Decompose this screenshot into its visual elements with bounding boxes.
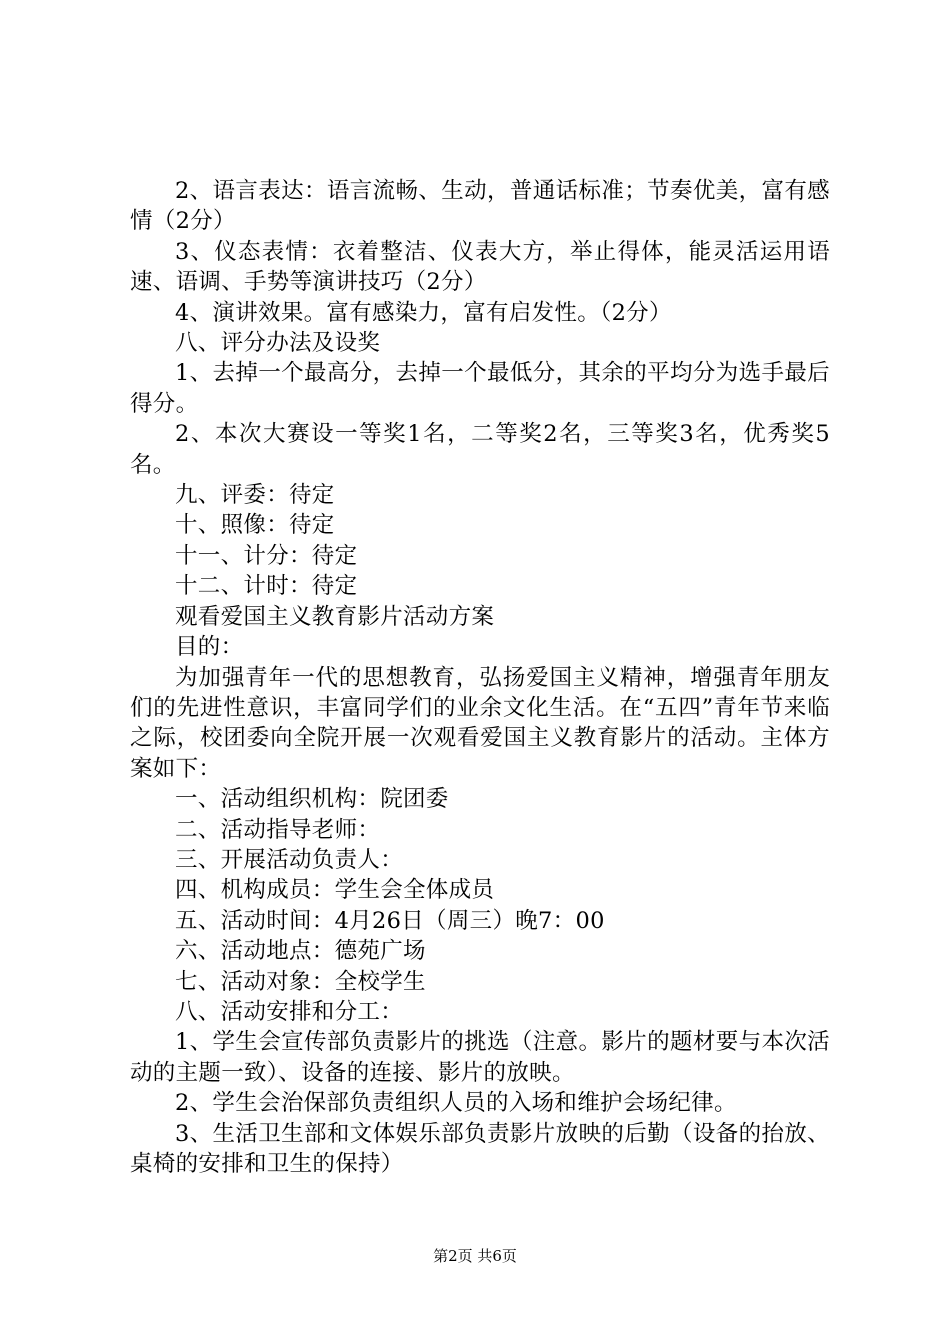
document-body [130, 176, 830, 1179]
paragraph: 3、生活卫生部和文体娱乐部负责影片放映的后勤（设备的抬放、桌椅的安排和卫生的保持） [130, 1120, 830, 1177]
section-heading: 五、活动时间：4月26日（周三）晚7：00 [175, 907, 605, 934]
section-heading: 九、评委：待定 [175, 482, 335, 509]
section-heading: 目的： [175, 634, 244, 661]
section-heading: 十一、计分：待定 [175, 542, 358, 569]
section-heading: 一、活动组织机构：院团委 [175, 786, 449, 813]
page-number-footer: 第2页 共6页 [433, 1247, 517, 1265]
paragraph: 1、学生会宣传部负责影片的挑选（注意。影片的题材要与本次活动的主题一致）、设备的连接、影片的放映。 [130, 1029, 830, 1086]
section-heading: 七、活动对象：全校学生 [175, 968, 426, 995]
section-heading: 四、机构成员：学生会全体成员 [175, 877, 495, 904]
paragraph: 2、本次大赛设一等奖1名，二等奖2名，三等奖3名，优秀奖5名。 [130, 421, 830, 478]
document-title: 观看爱国主义教育影片活动方案 [175, 603, 495, 630]
section-heading: 八、评分办法及设奖 [175, 330, 381, 357]
paragraph: 1、去掉一个最高分，去掉一个最低分，其余的平均分为选手最后得分。 [130, 360, 830, 417]
paragraph: 为加强青年一代的思想教育，弘扬爱国主义精神，增强青年朋友们的先进性意识，丰富同学们的业余文化生活。在“五四”青年节来临之际，校团委向全院开展一次观看爱国主义教育影片的活动。主体方案如下： [130, 664, 830, 782]
section-heading: 六、活动地点：德苑广场 [175, 938, 426, 965]
section-heading: 二、活动指导老师： [175, 816, 381, 843]
paragraph: 2、学生会治保部负责组织人员的入场和维护会场纪律。 [175, 1090, 737, 1117]
paragraph: 2、语言表达：语言流畅、生动，普通话标准；节奏优美，富有感情（2分） [130, 178, 830, 235]
section-heading: 八、活动安排和分工： [175, 998, 404, 1025]
section-heading: 三、开展活动负责人： [175, 846, 404, 873]
paragraph: 4、演讲效果。富有感染力，富有启发性。（2分） [175, 299, 672, 326]
section-heading: 十、照像：待定 [175, 512, 335, 539]
paragraph: 3、仪态表情：衣着整洁、仪表大方，举止得体，能灵活运用语速、语调、手势等演讲技巧（2分） [130, 238, 830, 296]
section-heading: 十二、计时：待定 [175, 573, 358, 600]
